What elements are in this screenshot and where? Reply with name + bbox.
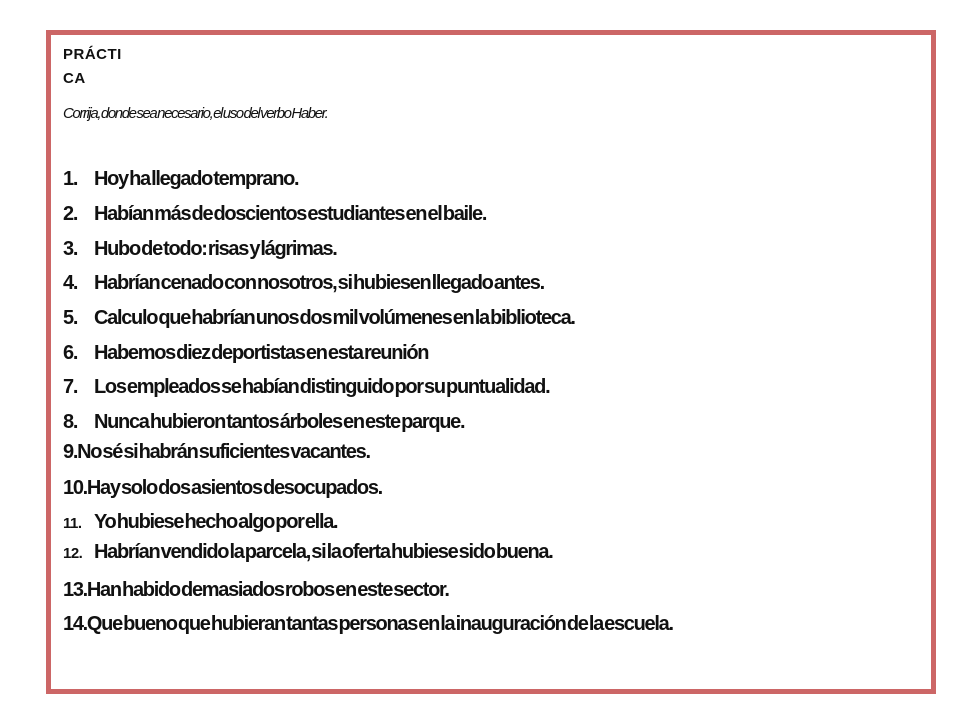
exercise-text: Habrían vendido la parcela, si la oferta hubiese sido buena. (94, 541, 553, 563)
exercise-item (63, 540, 673, 578)
slide-title: PRÁCTI CA (63, 46, 122, 87)
exercise-number: 12. (63, 545, 83, 562)
exercise-item (63, 612, 673, 646)
exercise-number: 4. (63, 272, 78, 294)
exercise-number: 10. (63, 477, 87, 499)
exercise-item (63, 375, 673, 410)
exercise-number: 7. (63, 376, 78, 398)
exercise-number: 8. (63, 411, 78, 433)
exercise-text: Han habido demasiados robos en este sector. (86, 579, 449, 601)
exercise-number: 9. (63, 441, 78, 463)
exercise-number: 13. (63, 579, 87, 601)
exercise-text: Calculo que habrían unos dos mil volúmenes en la biblioteca. (94, 307, 575, 329)
exercise-text: Habrían cenado con nosotros, si hubiesen llegado antes. (94, 272, 544, 294)
exercise-item (63, 203, 673, 237)
exercise-item (63, 410, 673, 440)
instructions-text: Corrija, donde sea necesario, el uso del verbo Haber. (63, 105, 328, 122)
exercise-number: 5. (63, 307, 78, 329)
exercise-number: 14. (63, 613, 87, 635)
exercise-text: No sé si habrán suficientes vacantes. (77, 441, 370, 463)
exercise-item (63, 306, 673, 341)
exercise-number: 1. (63, 168, 78, 190)
slide-frame (46, 30, 936, 694)
exercise-number: 2. (63, 203, 78, 225)
exercise-item (63, 476, 673, 510)
exercise-text: Los empleados se habían distinguido por su puntualidad. (94, 376, 550, 398)
exercise-number: 3. (63, 238, 78, 260)
exercise-text: Que bueno que hubieran tantas personas en la inauguración de la escuela. (86, 613, 673, 635)
exercise-text: Hoy ha llegado temprano. (94, 168, 299, 190)
exercise-item (63, 510, 673, 540)
exercise-item (63, 271, 673, 306)
exercise-item (63, 237, 673, 271)
exercise-item (63, 578, 673, 612)
exercise-list (63, 167, 673, 646)
exercise-text: Yo hubiese hecho algo por ella. (94, 511, 338, 533)
exercise-number: 6. (63, 342, 78, 364)
exercise-item (63, 440, 673, 476)
exercise-text: Habían más de doscientos estudiantes en el baile. (94, 203, 487, 225)
exercise-item (63, 341, 673, 375)
exercise-text: Hay solo dos asientos desocupados. (86, 477, 382, 499)
exercise-text: Nunca hubieron tantos árboles en este parque. (94, 411, 465, 433)
exercise-item (63, 167, 673, 203)
exercise-text: Habemos diez deportistas en esta reunión (94, 342, 429, 364)
exercise-number: 11. (63, 515, 82, 532)
exercise-text: Hubo de todo: risas y lágrimas. (94, 238, 337, 260)
